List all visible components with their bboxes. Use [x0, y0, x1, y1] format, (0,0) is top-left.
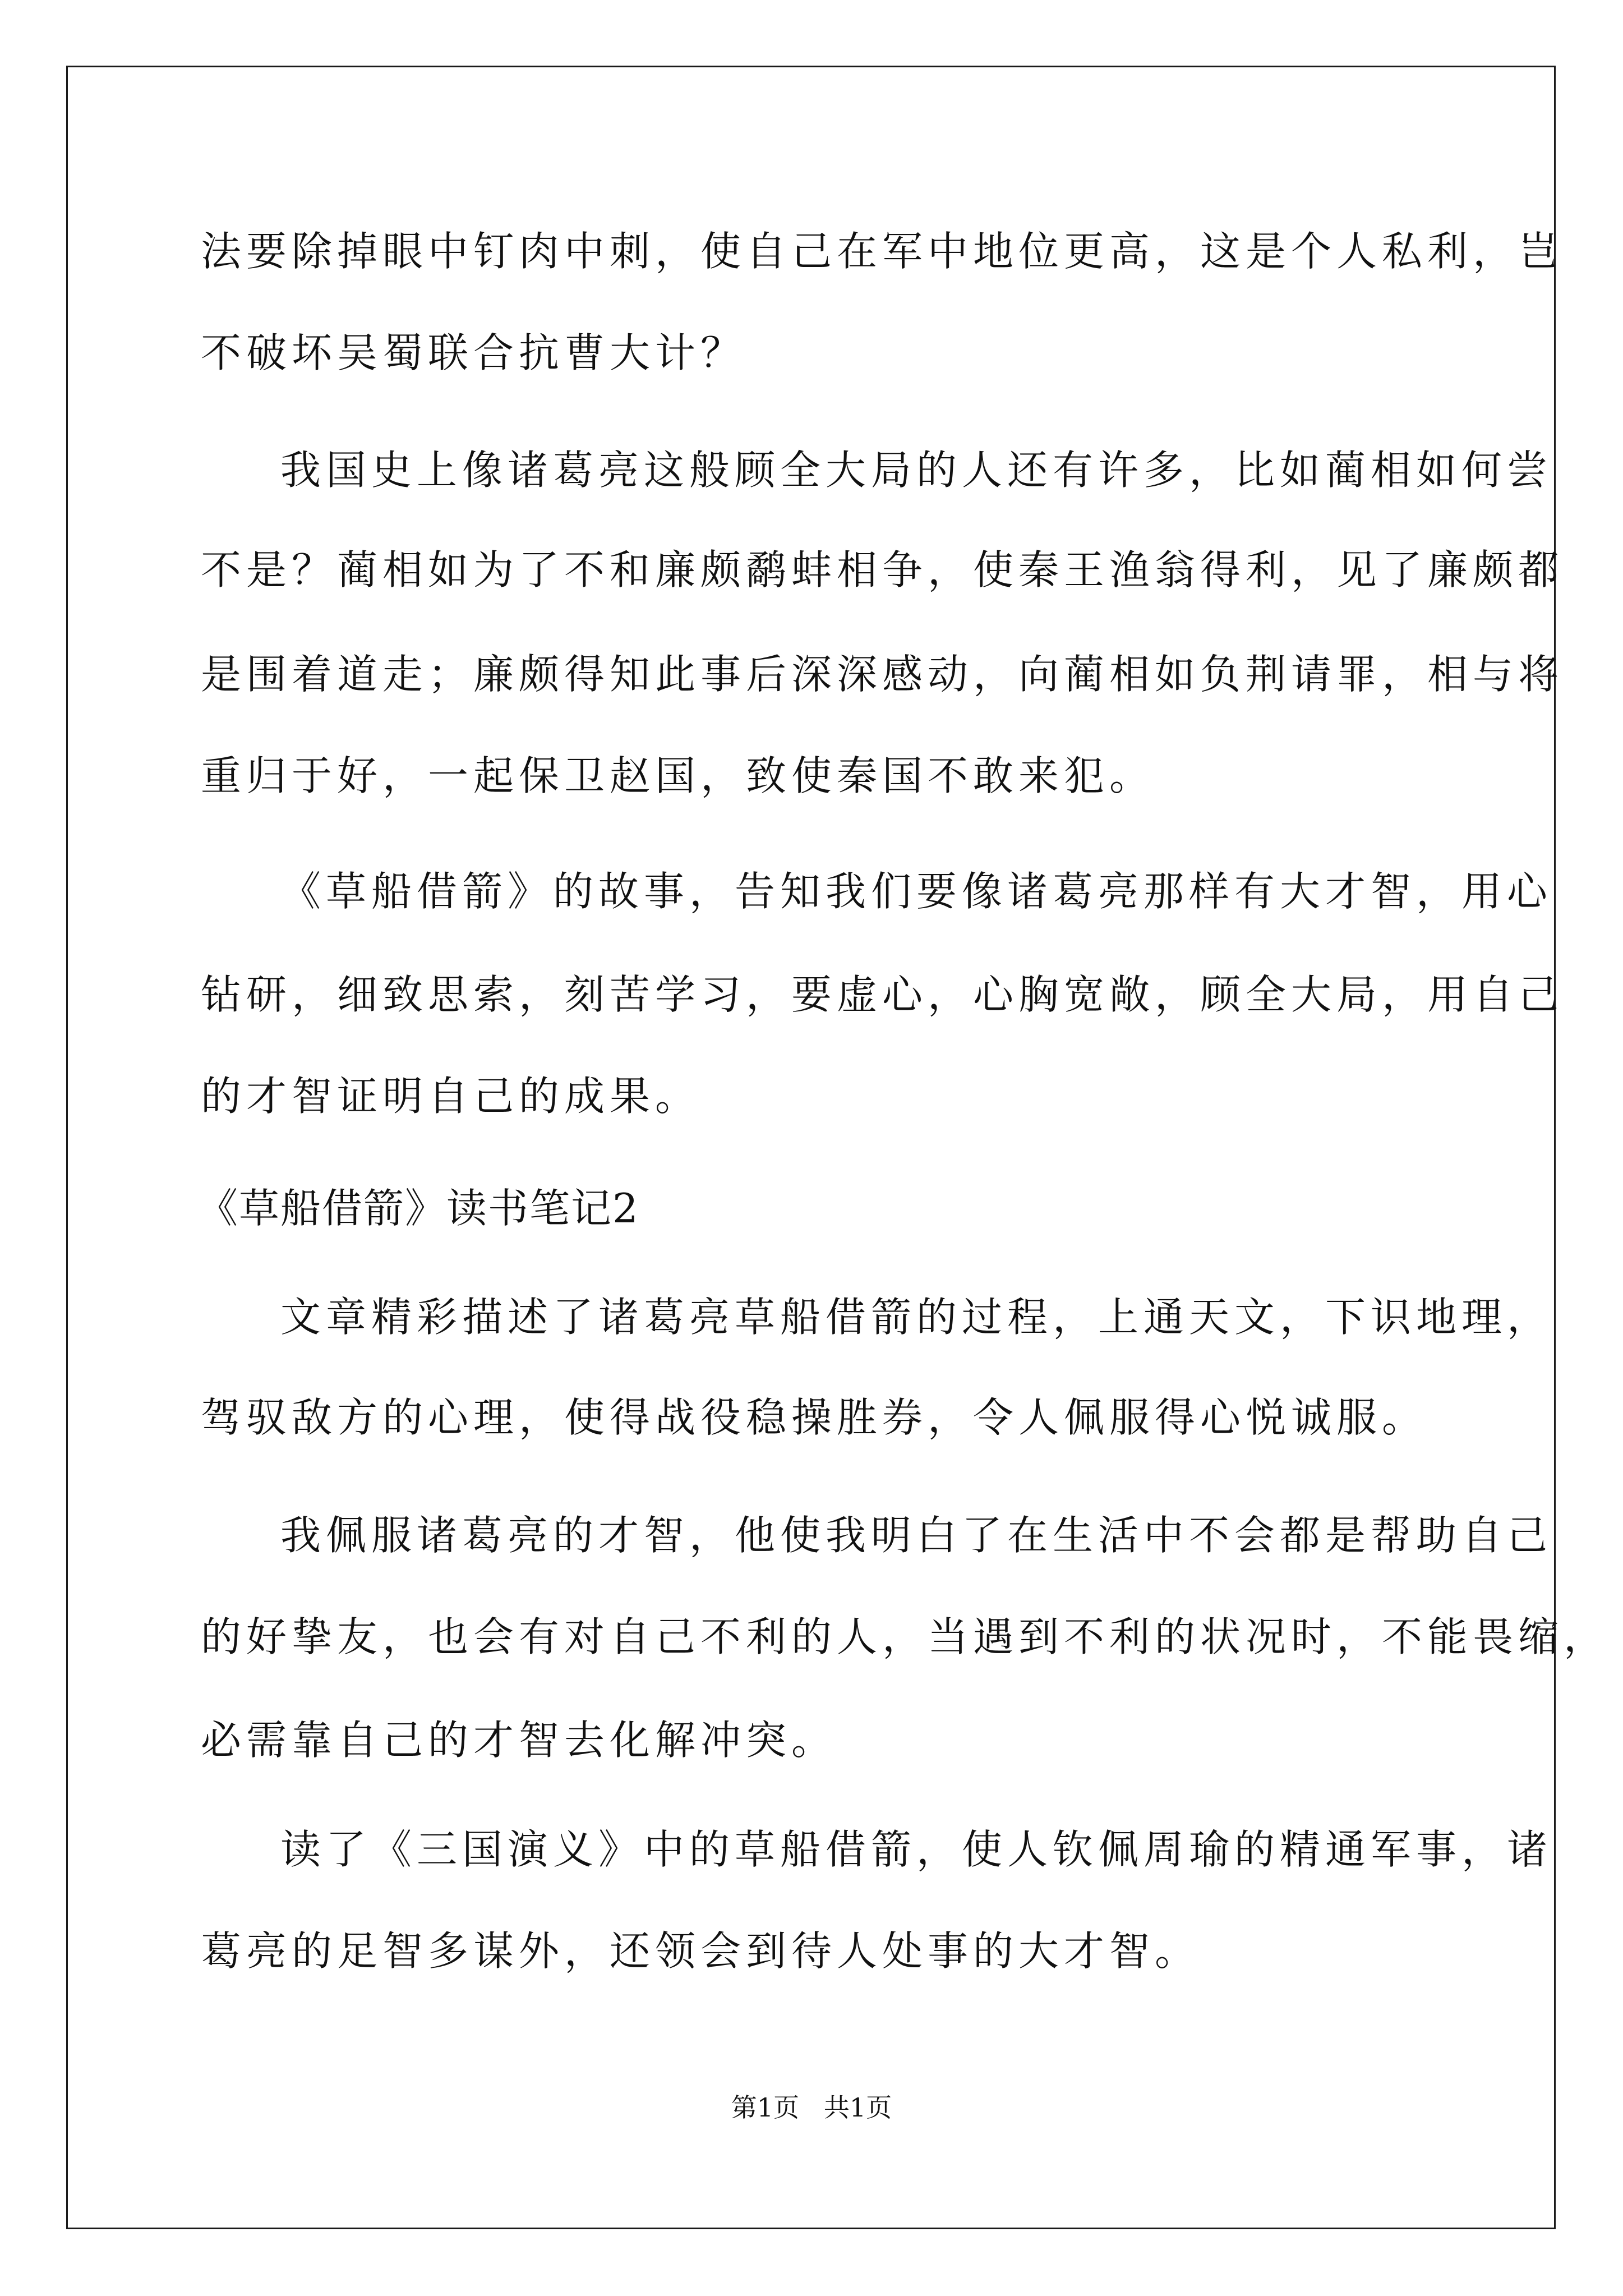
- text-line: 的才智证明自己的成果。: [201, 1073, 701, 1120]
- text-line: 的好挚友，也会有对自己不利的人，当遇到不利的状况时，不能畏缩，: [201, 1613, 1610, 1660]
- section-heading: 《草船借箭》读书笔记2: [197, 1185, 639, 1232]
- text-line: 读了《三国演义》中的草船借箭，使人钦佩周瑜的精通军事，诸: [280, 1826, 1553, 1873]
- text-line: 是围着道走；廉颇得知此事后深深感动，向蔺相如负荆请罪，相与将: [201, 651, 1564, 698]
- text-line: 钻研，细致思索，刻苦学习，要虚心，心胸宽敞，顾全大局，用自己: [201, 971, 1564, 1018]
- text-line: 法要除掉眼中钉肉中刺，使自己在军中地位更高，这是个人私利，岂: [201, 228, 1564, 275]
- text-line: 葛亮的足智多谋外，还领会到待人处事的大才智。: [201, 1927, 1201, 1975]
- text-line: 重归于好，一起保卫赵国，致使秦国不敢来犯。: [201, 752, 1155, 799]
- page-border: [66, 66, 1556, 2229]
- text-line: 必需靠自己的才智去化解冲突。: [201, 1717, 837, 1764]
- text-line: 我国史上像诸葛亮这般顾全大局的人还有许多，比如蔺相如何尝: [280, 447, 1553, 494]
- text-line: 文章精彩描述了诸葛亮草船借箭的过程，上通天文，下识地理，: [280, 1294, 1553, 1341]
- page-footer: 第1页 共1页: [731, 2092, 892, 2123]
- text-line: 《草船借箭》的故事，告知我们要像诸葛亮那样有大才智，用心: [280, 868, 1553, 915]
- text-line: 不破坏吴蜀联合抗曹大计？: [201, 329, 746, 376]
- text-line: 不是？蔺相如为了不和廉颇鹬蚌相争，使秦王渔翁得利，见了廉颇都: [201, 546, 1564, 593]
- text-line: 我佩服诸葛亮的才智，他使我明白了在生活中不会都是帮助自己: [280, 1512, 1553, 1559]
- text-line: 驾驭敌方的心理，使得战役稳操胜券，令人佩服得心悦诚服。: [201, 1394, 1428, 1441]
